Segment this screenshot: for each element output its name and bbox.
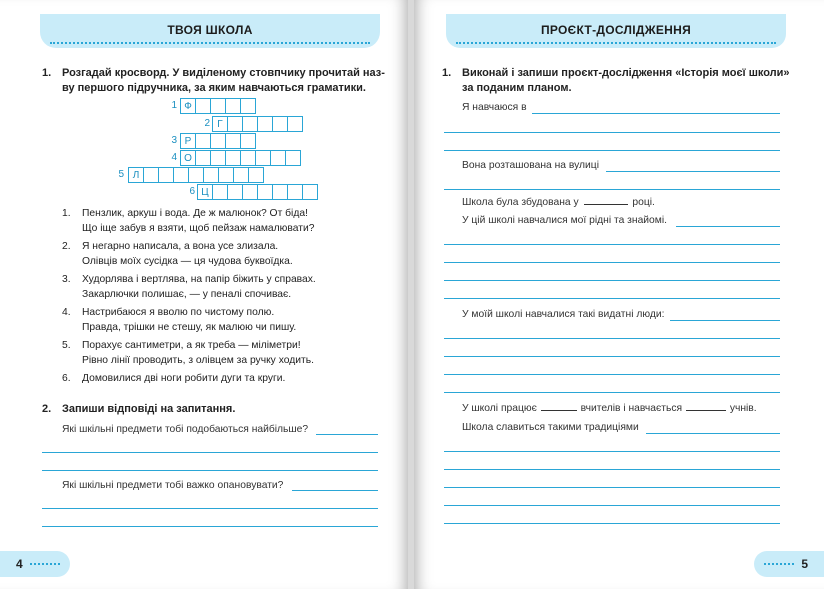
header-dots (456, 42, 776, 44)
riddle-line: Закарлючки полишає, — у пеналі спочиває. (82, 289, 292, 300)
prompt-students-text: вчителів і навчається (580, 403, 683, 414)
row-number: 3 (171, 135, 177, 146)
row-number: 6 (189, 186, 195, 197)
answer-line[interactable] (444, 132, 780, 133)
crossword-cell[interactable]: Р (180, 133, 196, 149)
riddle-item (62, 272, 382, 302)
answer-line[interactable] (444, 392, 780, 393)
task1-line2: ву першого підручника, за яким навчаються граматики. (62, 82, 366, 94)
answer-line[interactable] (42, 452, 378, 453)
answer-line[interactable] (444, 298, 780, 299)
riddle-line: Олівців моїх сусідка — ця чудова буквоїдка. (82, 256, 293, 267)
answer-line[interactable] (42, 508, 378, 509)
crossword-cell[interactable] (195, 150, 211, 166)
answer-line[interactable] (316, 434, 378, 435)
right-page-title: ПРОЄКТ-ДОСЛІДЖЕННЯ (540, 23, 692, 37)
task1-line1: Розгадай кросворд. У виділеному стовпчику прочитай наз- (62, 67, 385, 79)
riddle-number: 2. (62, 241, 71, 252)
left-page (0, 0, 408, 589)
answer-line[interactable] (676, 226, 780, 227)
crossword-cell[interactable] (242, 116, 258, 132)
riddle-line: Пензлик, аркуш і вода. Де ж малюнок? От біда! (82, 208, 308, 219)
task1-line2: за поданим планом. (462, 82, 572, 94)
answer-line[interactable] (444, 262, 780, 263)
answer-line[interactable] (670, 320, 780, 321)
answer-line[interactable] (444, 356, 780, 357)
year-blank[interactable] (584, 204, 628, 205)
answer-line[interactable] (444, 338, 780, 339)
crossword-cell[interactable] (255, 150, 271, 166)
crossword-cell[interactable] (248, 167, 264, 183)
crossword-cell[interactable] (188, 167, 204, 183)
crossword-cell[interactable] (173, 167, 189, 183)
riddle-line: Рівно лінії проводить, з олівцем за ручку ходить. (82, 355, 314, 366)
right-page (414, 0, 824, 589)
crossword-cell[interactable] (257, 184, 273, 200)
crossword-cell[interactable] (210, 98, 226, 114)
prompt-famous: У моїй школі навчалися такі видатні люди: (462, 309, 665, 320)
crossword-cell[interactable] (195, 133, 211, 149)
prompt-street: Вона розташована на вулиці (462, 160, 599, 171)
row-number: 1 (171, 100, 177, 111)
prompt-built-suffix: році. (632, 197, 655, 208)
answer-line[interactable] (444, 505, 780, 506)
riddle-number: 4. (62, 307, 71, 318)
row-number: 2 (204, 118, 210, 129)
answer-line[interactable] (444, 244, 780, 245)
answer-line[interactable] (532, 113, 780, 114)
answer-line[interactable] (444, 523, 780, 524)
riddle-list (62, 206, 382, 389)
crossword-cell[interactable]: Л (128, 167, 144, 183)
riddle-number: 5. (62, 340, 71, 351)
question-1: Які шкільні предмети тобі подобаються найбільше? (62, 424, 309, 435)
riddle-number: 6. (62, 373, 71, 384)
page-number: 4 (16, 557, 23, 571)
crossword-cell[interactable] (158, 167, 174, 183)
crossword-cell[interactable] (218, 167, 234, 183)
crossword-cell[interactable] (287, 184, 303, 200)
left-page-header (40, 14, 380, 48)
right-page-header (446, 14, 786, 48)
riddle-item (62, 206, 382, 236)
task-number: 1. (42, 67, 52, 79)
riddle-line: Порахує сантиметри, а як треба — міліметри! (82, 340, 301, 351)
riddle-item (62, 305, 382, 335)
crossword-cell[interactable]: Г (212, 116, 228, 132)
task-number: 2. (42, 403, 52, 415)
header-dots (50, 42, 370, 44)
riddle-line: Я негарно написала, а вона усе злизала. (82, 241, 279, 252)
crossword-cell[interactable] (195, 98, 211, 114)
task2-title: Запиши відповіді на запитання. (62, 403, 236, 415)
crossword-cell[interactable] (240, 98, 256, 114)
crossword-cell[interactable] (240, 133, 256, 149)
page-number-tab (754, 551, 824, 577)
answer-line[interactable] (646, 433, 780, 434)
crossword-cell[interactable] (240, 150, 256, 166)
page-number-tab (0, 551, 70, 577)
footer-dots (764, 563, 794, 565)
crossword-cell[interactable] (302, 184, 318, 200)
task-number: 1. (442, 67, 452, 79)
crossword-cell[interactable] (225, 133, 241, 149)
answer-line[interactable] (444, 189, 780, 190)
riddle-line: Що іще забув я взяти, щоб пейзаж намалювати? (82, 223, 315, 234)
crossword-cell[interactable] (272, 116, 288, 132)
prompt-built-text: Школа була збудована у (462, 197, 579, 208)
crossword-cell[interactable] (225, 150, 241, 166)
answer-line[interactable] (606, 171, 780, 172)
prompt-built (462, 197, 655, 208)
answer-line[interactable] (444, 451, 780, 452)
answer-line[interactable] (42, 470, 378, 471)
page-number: 5 (801, 557, 808, 571)
crossword-cell[interactable] (227, 184, 243, 200)
question-2: Які шкільні предмети тобі важко опановувати? (62, 480, 284, 491)
answer-line[interactable] (444, 469, 780, 470)
crossword-cell[interactable]: Ц (197, 184, 213, 200)
riddle-item (62, 239, 382, 269)
crossword-cell[interactable] (227, 116, 243, 132)
left-page-title: ТВОЯ ШКОЛА (167, 23, 253, 37)
crossword-cell[interactable] (143, 167, 159, 183)
riddle-number: 1. (62, 208, 71, 219)
prompt-students-suffix: учнів. (729, 403, 757, 414)
crossword-cell[interactable] (272, 184, 288, 200)
crossword-cell[interactable]: Ф (180, 98, 196, 114)
crossword-cell[interactable] (270, 150, 286, 166)
riddle-line: Худорлява і вертлява, на папір біжить у справах. (82, 274, 316, 285)
crossword-cell[interactable] (225, 98, 241, 114)
crossword-cell[interactable] (210, 150, 226, 166)
footer-dots (30, 563, 60, 565)
crossword-cell[interactable]: О (180, 150, 196, 166)
riddle-line: Правда, трішки не стешу, як малюю чи пишу. (82, 322, 297, 333)
crossword-cell[interactable] (285, 150, 301, 166)
answer-line[interactable] (444, 150, 780, 151)
answer-line[interactable] (42, 526, 378, 527)
crossword-cell[interactable] (210, 133, 226, 149)
answer-line[interactable] (444, 487, 780, 488)
riddle-line: Домовилися дві ноги робити дуги та круги. (82, 373, 286, 384)
row-number: 4 (171, 152, 177, 163)
prompt-teachers-text: У школі працює (462, 403, 537, 414)
answer-line[interactable] (444, 374, 780, 375)
riddle-item (62, 371, 382, 386)
prompt-school: Я навчаюся в (462, 102, 527, 113)
crossword-cell[interactable] (233, 167, 249, 183)
task1-line1: Виконай і запиши проєкт-дослідження «Історія моєї школи» (462, 67, 790, 79)
riddle-item (62, 338, 382, 368)
crossword-cell[interactable] (287, 116, 303, 132)
crossword-cell[interactable] (257, 116, 273, 132)
prompt-traditions: Школа славиться такими традиціями (462, 422, 639, 433)
prompt-teachers (462, 403, 757, 414)
prompt-relatives: У цій школі навчалися мої рідні та знайомі. (462, 215, 668, 226)
answer-line[interactable] (444, 280, 780, 281)
crossword-cell[interactable] (203, 167, 219, 183)
answer-line[interactable] (292, 490, 378, 491)
crossword-cell[interactable] (212, 184, 228, 200)
teachers-blank[interactable] (541, 410, 577, 411)
row-number: 5 (118, 169, 124, 180)
riddle-line: Настрибаюся я вволю по чистому полю. (82, 307, 275, 318)
crossword-cell[interactable] (242, 184, 258, 200)
riddle-number: 3. (62, 274, 71, 285)
students-blank[interactable] (686, 410, 726, 411)
